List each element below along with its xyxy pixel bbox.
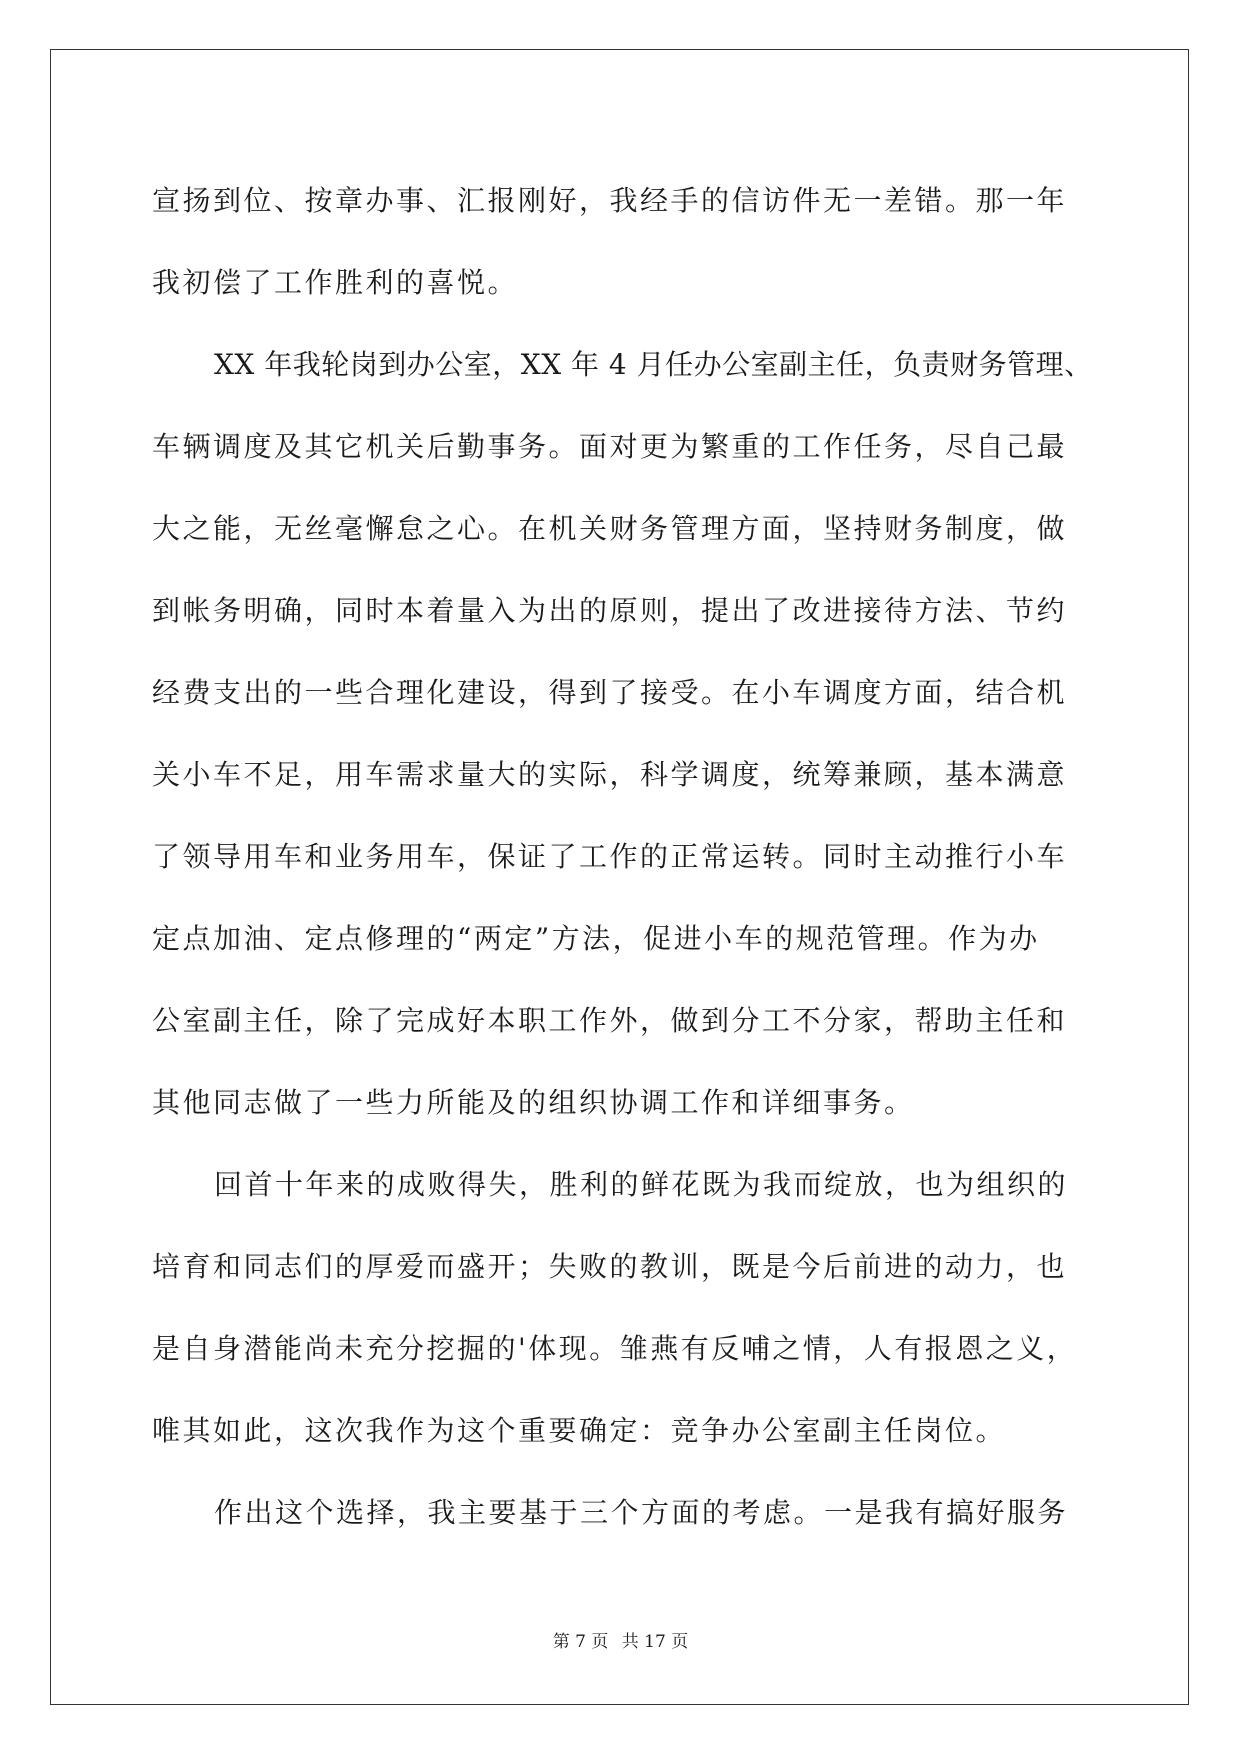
text-line: 定点加油、定点修理的“两定”方法，促进小车的规范管理。作为办 <box>152 922 1040 955</box>
text-line: 大之能，无丝毫懈怠之心。在机关财务管理方面，坚持财务制度，做 <box>152 512 1068 545</box>
page-number: 第 7 页 <box>552 1632 609 1652</box>
text-line: 宣扬到位、按章办事、汇报刚好，我经手的信访件无一差错。那一年 <box>152 184 1068 217</box>
text-line: 了领导用车和业务用车，保证了工作的正常运转。同时主动推行小车 <box>152 840 1068 873</box>
text-line: 其他同志做了一些力所能及的组织协调工作和详细事务。 <box>152 1086 915 1119</box>
text-line: 唯其如此，这次我作为这个重要确定：竞争办公室副主任岗位。 <box>152 1414 1007 1447</box>
paragraph-start-line: 回首十年来的成败得失，胜利的鲜花既为我而绽放，也为组织的 <box>214 1168 1069 1201</box>
text-line: 培育和同志们的厚爱而盛开；失败的教训，既是今后前进的动力，也 <box>152 1250 1068 1283</box>
text-line: 公室副主任，除了完成好本职工作外，做到分工不分家，帮助主任和 <box>152 1004 1068 1037</box>
text-line: 关小车不足，用车需求量大的实际，科学调度，统筹兼顾，基本满意 <box>152 758 1068 791</box>
text-line: 车辆调度及其它机关后勤事务。面对更为繁重的工作任务，尽自己最 <box>152 430 1068 463</box>
text-line: 到帐务明确，同时本着量入为出的原则，提出了改进接待方法、节约 <box>152 594 1068 627</box>
text-line: 我初偿了工作胜利的喜悦。 <box>152 266 519 299</box>
text-line: 是自身潜能尚未充分挖掘的'体现。雏燕有反哺之情，人有报恩之义， <box>152 1332 1078 1365</box>
page-total: 共 17 页 <box>621 1632 689 1652</box>
paragraph-start-line: XX 年我轮岗到办公室，XX 年 4 月任办公室副主任，负责财务管理、 <box>214 348 1093 381</box>
document-body <box>152 160 1092 1554</box>
page-footer <box>0 1627 1241 1652</box>
text-line: 经费支出的一些合理化建设，得到了接受。在小车调度方面，结合机 <box>152 676 1068 709</box>
paragraph-start-line: 作出这个选择，我主要基于三个方面的考虑。一是我有搞好服务 <box>214 1496 1069 1529</box>
